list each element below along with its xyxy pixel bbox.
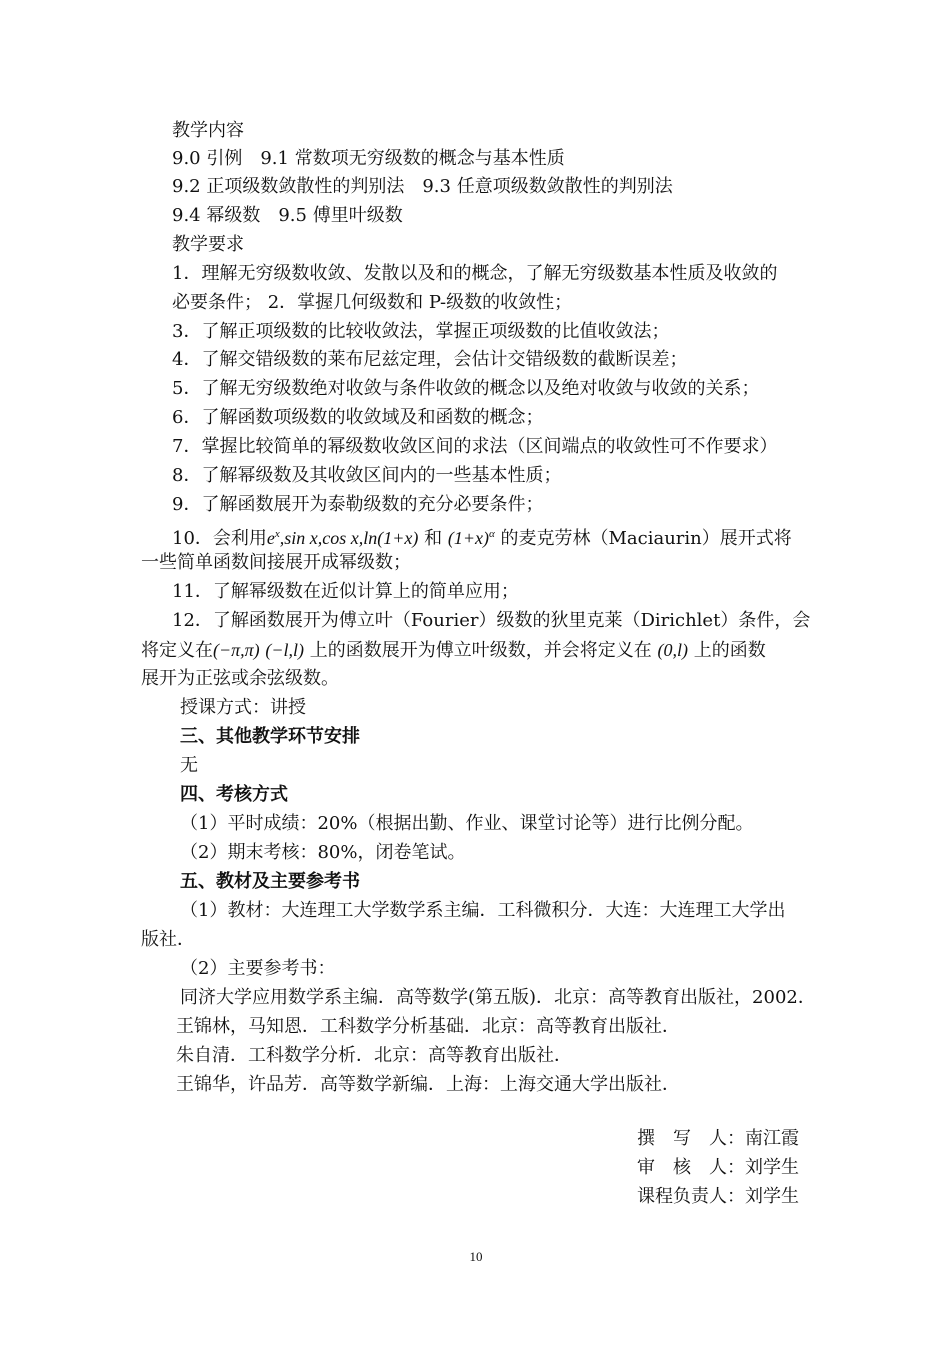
signature-label: 课程负责人： xyxy=(637,1186,745,1207)
math-formula xyxy=(448,528,495,548)
content-line: 9.0 引例 9.1 常数项无穷级数的概念与基本性质 xyxy=(172,148,565,169)
math-term: e xyxy=(266,528,275,548)
requirement-line: 展开为正弦或余弦级数。 xyxy=(141,668,339,689)
math-formula: (0,l) xyxy=(657,640,688,660)
requirement-line: 7．掌握比较简单的幂级数收敛区间的求法（区间端点的收敛性可不作要求） xyxy=(172,436,778,457)
requirement-line: 8．了解幂级数及其收敛区间内的一些基本性质； xyxy=(172,465,562,486)
requirement-text: 的麦克劳林（Maciaurin）展开式将 xyxy=(494,528,792,549)
requirement-line: 9．了解函数展开为泰勒级数的充分必要条件； xyxy=(172,494,544,515)
math-formula xyxy=(267,528,419,548)
math-formula: (−π,π) xyxy=(213,640,260,660)
signature-owner xyxy=(637,1185,799,1209)
requirement-text: 上的函数 xyxy=(688,640,766,661)
section-3-body: 无 xyxy=(180,755,198,776)
teaching-content-heading: 教学内容 xyxy=(172,120,244,141)
requirement-text: 和 xyxy=(418,528,448,549)
textbook-line: 版社． xyxy=(141,929,195,950)
requirement-line: 1．理解无穷级数收敛、发散以及和的概念，了解无穷级数基本性质及收敛的 xyxy=(172,263,778,284)
textbook-line: （1）教材：大连理工大学数学系主编．工科微积分．大连：大连理工大学出 xyxy=(180,900,786,921)
requirement-line-10 xyxy=(172,522,792,551)
math-superscript: α xyxy=(488,528,495,540)
requirement-line-12b xyxy=(141,638,766,663)
signature-label: 撰 写 人： xyxy=(637,1128,745,1149)
reference-item: 朱自清．工科数学分析．北京：高等教育出版社． xyxy=(176,1045,572,1066)
page-number: 10 xyxy=(469,1249,483,1264)
requirement-line: 3．了解正项级数的比较收敛法，掌握正项级数的比值收敛法； xyxy=(172,321,670,342)
content-line: 9.4 幂级数 9.5 傅里叶级数 xyxy=(172,205,403,226)
section-5-title: 五、教材及主要参考书 xyxy=(180,871,360,892)
reference-item: 同济大学应用数学系主编．高等数学(第五版)．北京：高等教育出版社，2002． xyxy=(180,987,816,1008)
signature-label: 审 核 人： xyxy=(637,1157,745,1178)
requirement-line: 5．了解无穷级数绝对收敛与条件收敛的概念以及绝对收敛与收敛的关系； xyxy=(172,378,760,399)
signature-writer xyxy=(637,1127,799,1151)
math-term: ,sin x,cos x,ln(1+x) xyxy=(279,528,419,548)
section-3-title: 三、其他教学环节安排 xyxy=(180,726,360,747)
math-formula: (−l,l) xyxy=(265,640,305,660)
content-line: 9.2 正项级数敛散性的判别法 9.3 任意项级数敛散性的判别法 xyxy=(172,176,673,197)
reference-item: 王锦华，许品芳．高等数学新编．上海：上海交通大学出版社． xyxy=(176,1074,680,1095)
signature-reviewer xyxy=(637,1156,799,1180)
requirement-line: 一些简单函数间接展开成幂级数； xyxy=(141,552,411,573)
requirement-line: 6．了解函数项级数的收敛域及和函数的概念； xyxy=(172,407,544,428)
teaching-requirements-heading: 教学要求 xyxy=(172,234,244,255)
requirement-text: 将定义在 xyxy=(141,640,213,661)
requirement-text: 10．会利用 xyxy=(172,528,267,549)
signature-name: 刘学生 xyxy=(745,1186,799,1207)
requirement-line: 11．了解幂级数在近似计算上的简单应用； xyxy=(172,581,519,602)
teaching-method: 授课方式：讲授 xyxy=(180,697,306,718)
reference-item: 王锦林，马知恩．工科数学分析基础．北京：高等教育出版社． xyxy=(176,1016,680,1037)
requirement-line: 12．了解函数展开为傅立叶（Fourier）级数的狄里克莱（Dirichlet）条件，会 xyxy=(172,610,811,631)
section-4-title: 四、考核方式 xyxy=(180,784,288,805)
signature-name: 刘学生 xyxy=(745,1157,799,1178)
math-term: (1+x) xyxy=(447,528,489,548)
assessment-item: （1）平时成绩：20%（根据出勤、作业、课堂讨论等）进行比例分配。 xyxy=(180,813,754,834)
math-superscript: x xyxy=(274,528,280,540)
requirement-line: 4．了解交错级数的莱布尼兹定理，会估计交错级数的截断误差； xyxy=(172,349,688,370)
requirement-line: 必要条件； 2．掌握几何级数和 P-级数的收敛性； xyxy=(172,292,573,313)
signature-name: 南江霞 xyxy=(745,1128,799,1149)
assessment-item: （2）期末考核：80%，闭卷笔试。 xyxy=(180,842,466,863)
requirement-text: 上的函数展开为傅立叶级数，并会将定义在 xyxy=(304,640,658,661)
references-heading: （2）主要参考书： xyxy=(180,958,336,979)
